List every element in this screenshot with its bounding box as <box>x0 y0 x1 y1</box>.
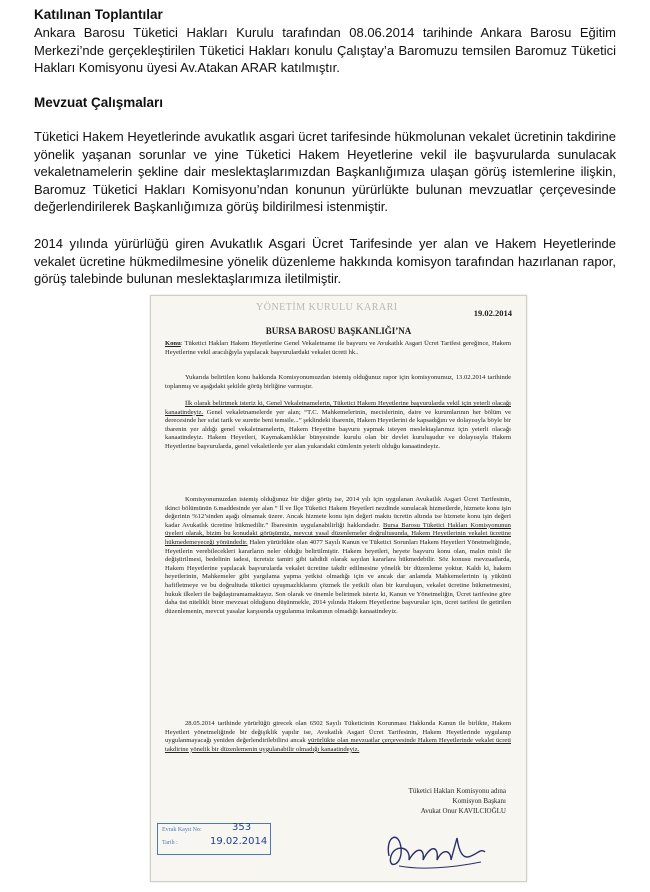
letter-paragraph-2-rest: Genel vekaletnamelerde yer alan; “T.C. Mahkemelerinin, mecislerinin, daire ve kurumlarının her bölüm ve derecesinde her sıfat tarik ve surette beni temsile...” şeklindeki ibarenin, Hakem Heyetlerini de kapsadığını ve dolayısıyla böyle bir ibarenin yer aldığı genel vekaletnamelerin, Hakem Heyetine başvuru yapmak isteyen meslektaşlarımız için yeterli olacağı kanaatindeyiz. Hakem Heyetleri, Kaymakamlıklar bünyesinde kurulu olan bir devlet kuruluşudur ve dolayısıyla Hakem Heyetlerine başvurularda, genel vekaletlerde yer alan yukarıdaki cümlenin yeterli olduğu kanaatindeyiz. <box>165 408 511 450</box>
signature-line-2: Komisyon Başkanı <box>452 797 506 805</box>
stamp-date: 19.02.2014 <box>210 836 268 847</box>
handwritten-signature <box>381 826 491 874</box>
scanned-letter-image <box>150 295 527 882</box>
letter-subject <box>165 340 511 357</box>
letter-paragraph-3-underlined: Bursa Barosu Tüketici Hakları Komisyonunun üyeleri olarak, bizim bu konudaki görüşümüz, mevcut yasal düzenlemeler doğrultusunda, Hakem Heyetlerinin vekalet ücretine hükmedemeyeceği yönündedir. <box>165 521 511 546</box>
stamp-number: 353 <box>232 822 252 833</box>
signature-line-3: Avukat Onur KAVILCIOĞLU <box>420 807 506 815</box>
signature-line-1: Tüketici Hakları Komisyonu adına <box>408 787 506 795</box>
letter-paragraph-4-a: 28.05.2014 tarihinde yürürlüğü girecek olan 6502 Sayılı Tüketicinin Korunması Hakkında Kanun ile birlikte, Hakem Heyetleri yönetmeliğinde bir değişiklik yapılır ise, Avukatlık Asgari Ücret Tarifesinin, Hakem Heyetlerinde uygulanıp uygulanmayacağı yeniden değerlendirilebilirsi ancak <box>165 720 511 745</box>
letter-watermark-header: YÖNETİM KURULU KARARI <box>256 302 398 313</box>
legislation-paragraph-2: 2014 yılında yürürlüğü giren Avukatlık Asgari Ücret Tarifesinde yer alan ve Hakem Heyetlerinde vekalet ücretine hükmedilmesine yönelik düzenleme hakkında komisyon tarafından hazırlanan rapor, görüş talebinde bulunan meslektaşlarımıza iletilmiştir. <box>34 236 616 286</box>
registry-stamp <box>157 823 271 855</box>
letter-paragraph-3 <box>165 496 511 616</box>
stamp-label-date: Tarih : <box>162 840 178 846</box>
stamp-label-number: Evrak Kayıt No: <box>162 827 202 833</box>
letter-paragraph-1: Yukarıda belirtilen konu hakkında Komisyonumuzdan istemiş olduğunuz rapor için komisyonumuz, 13.02.2014 tarihinde toplanmış ve aşağıdaki şekilde görüş birliğine varmıştır. <box>165 374 511 390</box>
letter-paragraph-3-a: Komisyonumuzdan istemiş olduğunuz bir diğer görüş ise, 2014 yılı için uygulanan Avukatlık Asgari Ücret Tarifesinin, ikinci bölümünün 6.maddesinde yer alan “ İl ve İlçe Tüketici Hakem Heyetleri nezdinde sunulacak hizmetlerde, hizmete konu işin değerinin %12’sinden aşağı olmamak üzere. Ancak hizmete konu işin değeri maktu ücretin altında ise hizmete konu işin değeri kadar Avukatlık ücretine hükmedilir.” İbaresinin uygulanabilirliği hakkındadır. <box>165 496 511 529</box>
section-heading-meetings: Katılınan Toplantılar <box>34 7 163 22</box>
meetings-paragraph: Ankara Barosu Tüketici Hakları Kurulu tarafından 08.06.2014 tarihinde Ankara Barosu Eğitim Merkezi’nde gerçekleştirilen Tüketici Hakları konulu Çalıştay’a Baromuzu temsilen Baromuz Tüketici Hakları Komisyonu üyesi Av.Atakan ARAR katılmıştır. <box>34 25 616 75</box>
letter-signature-block <box>409 786 506 816</box>
letter-date: 19.02.2014 <box>473 308 512 318</box>
letter-paragraph-2-underlined: İlk olarak belirtmek isteriz ki, Genel Vekaletnamelerin, Tüketici Hakem Heyetlerine başvurularda vekil için yeterli olacağı kanaatindeyiz. <box>165 400 511 416</box>
letter-paragraph-2 <box>165 400 511 452</box>
letter-addressee: BURSA BAROSU BAŞKANLIĞI’NA <box>265 326 412 336</box>
letter-paragraph-4-underlined: yürürlükte olan mevzuatlar çerçevesinde Hakem Heyetlerinde vekalet ücreti takdirine yönelik bir düzenlemenin uygulanabilir olmadığı kanaatindeyiz. <box>165 737 511 753</box>
section-heading-legislation: Mevzuat Çalışmaları <box>34 95 164 110</box>
letter-paragraph-3-b: Halen yürürlükte olan 4077 Sayılı Kanun ve Tüketici Sorunları Hakem Heyetleri Yönetmeliğinde, Heyetlerin verebilecekleri kararların neler olduğu belirtilmiştir. Hakem heyetleri, heyete başvuru konu olan, malın misli ile değiştirilmesi, bedelinin iadesi, ücretsiz tamiri gibi tahdidi olarak sayılan kararlara hükmedebilir. Söz konusu mevzuatlarda, Hakem Heyetlerine yapılacak başvurularda vekalet ücretine takdir edilmesine yönelik bir düzenleme yoktur. Kaldı ki, hakem heyetlerinin, Mahkemeler gibi yargılama yapma yetkisi olmadığı için ve ancak dar anlamda Mahkemelerinin iş yükünü hafifletmeye ve bu doğrultuda tüketici uyuşmazlıklarını çözmek ile yetkili olan bir kuruluşun, vekalet ücretine hükmetmesini, hukuk ilkeleri ile bağdaştıramamaktayız. Son olarak ve önemle belirtmek isteriz ki, Kanun ve Yönetmeliğin, Ücret tarifesine göre daha üst nitelikli birer mevzuat olduğunu düşünmekle, 2014 yılında Hakem Heyetlerine başvurular için, ücret tarifesi ile getirilen düzenlemenin, mevcut yasalar karşısında uygulanma imkanının olmadığı kanaatindeyiz. <box>165 538 511 615</box>
legislation-paragraph-1: Tüketici Hakem Heyetlerinde avukatlık asgari ücret tarifesinde hükmolunan vekalet ücretinin takdirine yönelik yaşanan sorunlar ve yine Tüketici Hakem Heyetlerine vekil ile başvurularda sunulacak vekaletnamelerin şekline dair meslektaşlarımızdan Başkanlığımıza ulaşan görüş istemlerine ilişkin, Baromuz Tüketici Hakları Komisyonu’ndan konunun yürürlükte bulunan mevzuatlar çerçevesinde değerlendirilerek Başkanlığımıza görüş bildirilmesi istenmiştir. <box>34 129 616 214</box>
letter-paragraph-4 <box>165 720 511 754</box>
letter-subject-label: Konu <box>165 340 181 347</box>
letter-subject-text: : Tüketici Hakları Hakem Heyetlerine Genel Vekaletname ile başvuru ve Avukatlık Asgari Ücret Tarifesi gereğince, Hakem Heyetlerine vekil aracılığıyla yapılacak başvurulardaki vekalet ücreti hk.. <box>165 340 511 356</box>
